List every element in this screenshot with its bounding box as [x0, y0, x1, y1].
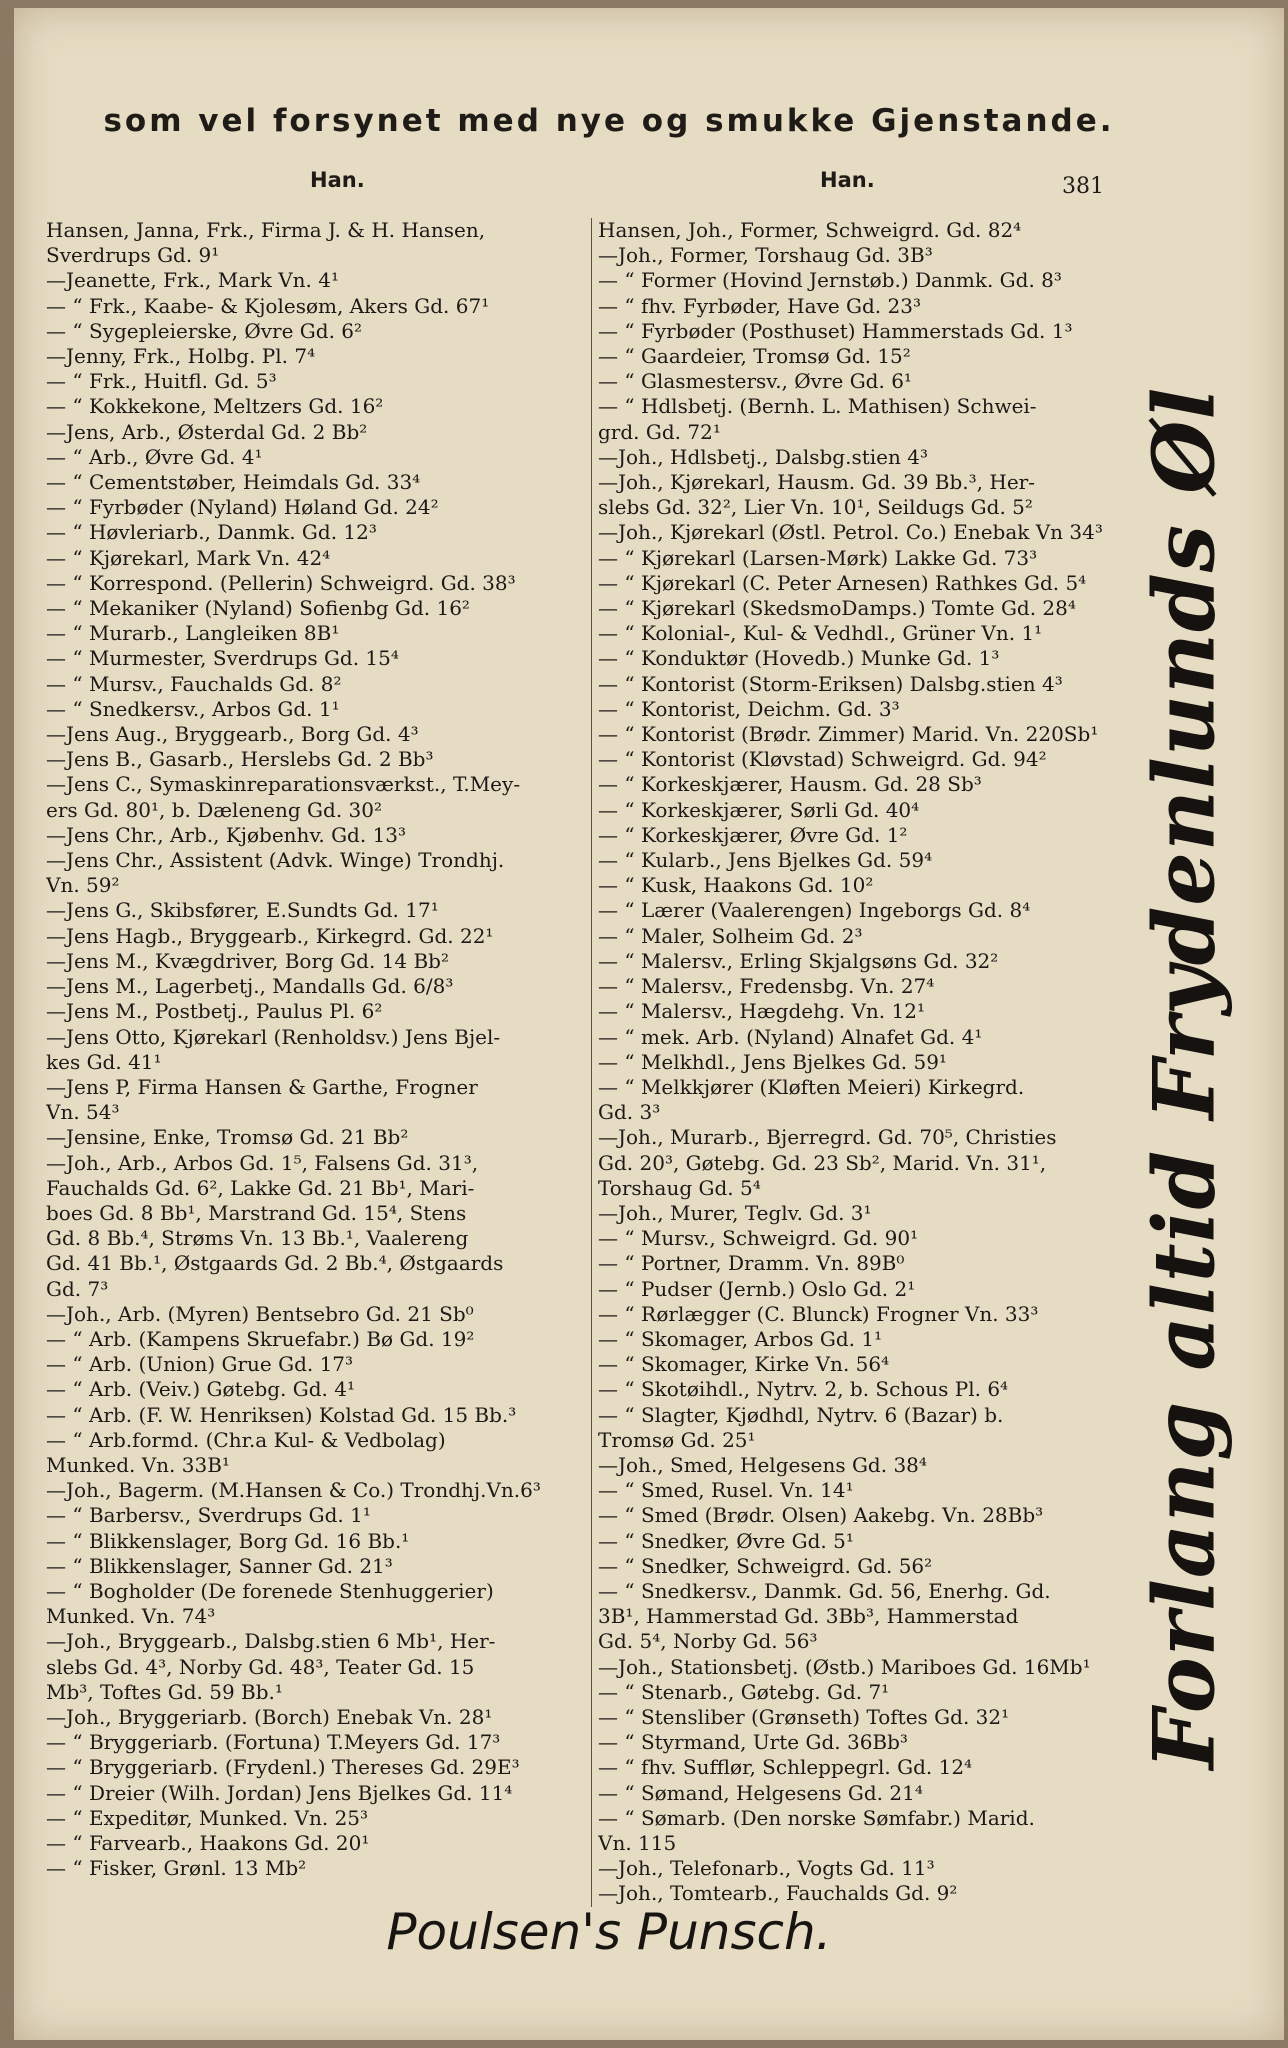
directory-entry-line: — “ Fyrbøder (Nyland) Høland Gd. 24²: [46, 495, 439, 520]
directory-entry-line: — “ Korkeskjærer, Øvre Gd. 1²: [598, 822, 908, 847]
directory-entry-line: — “ Skotøihdl., Nytrv. 2, b. Schous Pl. 6⁴: [598, 1377, 1009, 1402]
directory-entry-line: — “ Stenarb., Gøtebg. Gd. 7¹: [598, 1679, 890, 1704]
directory-entry-line: Tromsø Gd. 25¹: [598, 1427, 756, 1452]
directory-entry-line: Torshaug Gd. 5⁴: [598, 1175, 761, 1200]
directory-entry-line: grd. Gd. 72¹: [598, 419, 721, 444]
directory-entry-line: — “ Former (Hovind Jernstøb.) Danmk. Gd. 8³: [598, 268, 1062, 293]
directory-entry-line: — “ Snedkersv., Danmk. Gd. 56, Enerhg. Gd.: [598, 1578, 1051, 1603]
directory-entry-line: — “ Blikkenslager, Sanner Gd. 21³: [46, 1553, 393, 1578]
directory-entry-line: — “ fhv. Fyrbøder, Have Gd. 23³: [598, 293, 921, 318]
directory-entry-line: — “ Snedker, Øvre Gd. 5¹: [598, 1528, 854, 1553]
directory-entry-line: —Joh., Murer, Teglv. Gd. 3¹: [598, 1200, 872, 1225]
directory-entry-line: — “ Styrmand, Urte Gd. 36Bb³: [598, 1730, 908, 1755]
directory-entry-line: — “ Barbersv., Sverdrups Gd. 1¹: [46, 1503, 371, 1528]
directory-entry-line: — “ Arb. (F. W. Henriksen) Kolstad Gd. 15 Bb.³: [46, 1402, 517, 1427]
directory-entry-line: —Joh., Arb., Arbos Gd. 1⁵, Falsens Gd. 31³,: [46, 1150, 479, 1175]
directory-entry-line: —Joh., Arb. (Myren) Bentsebro Gd. 21 Sb⁰: [46, 1301, 474, 1326]
directory-entry-line: — “ Fisker, Grønl. 13 Mb²: [46, 1856, 307, 1881]
directory-entry-line: — “ fhv. Sufflør, Schleppegrl. Gd. 12⁴: [598, 1755, 973, 1780]
directory-entry-line: Gd. 3³: [598, 1100, 661, 1125]
directory-entry-line: — “ Kularb., Jens Bjelkes Gd. 59⁴: [598, 848, 933, 873]
directory-entry-line: Gd. 8 Bb.⁴, Strøms Vn. 13 Bb.¹, Vaalereng: [46, 1226, 469, 1251]
directory-entry-line: —Jens G., Skibsfører, E.Sundts Gd. 17¹: [46, 898, 439, 923]
directory-entry-line: — “ Gaardeier, Tromsø Gd. 15²: [598, 344, 911, 369]
directory-entry-line: —Jens M., Kvægdriver, Borg Gd. 14 Bb²: [46, 948, 449, 973]
directory-entry-line: — “ Mursv., Fauchalds Gd. 8²: [46, 671, 342, 696]
directory-entry-line: — “ Kjørekarl, Mark Vn. 42⁴: [46, 545, 331, 570]
directory-entry-line: — “ Bryggeriarb. (Frydenl.) Thereses Gd. 29E³: [46, 1755, 520, 1780]
directory-entry-line: — “ Kolonial-, Kul- & Vedhdl., Grüner Vn. 1¹: [598, 621, 1043, 646]
directory-entry-line: Hansen, Joh., Former, Schweigrd. Gd. 82⁴: [598, 218, 1022, 242]
directory-entry-line: —Joh., Smed, Helgesens Gd. 38⁴: [598, 1452, 927, 1477]
directory-entry-line: —Joh., Kjørekarl (Østl. Petrol. Co.) Enebak Vn 34³: [598, 520, 1103, 545]
directory-entry-line: —Jens Chr., Assistent (Advk. Winge) Trondhj.: [46, 848, 505, 873]
bottom-advertisement: Poulsen's Punsch.: [386, 1903, 832, 1961]
directory-entry-line: —Jens Otto, Kjørekarl (Renholdsv.) Jens Bjel-: [46, 1024, 501, 1049]
directory-entry-line: — “ Korkeskjærer, Sørli Gd. 40⁴: [598, 797, 920, 822]
directory-entry-line: — “ Lærer (Vaalerengen) Ingeborgs Gd. 8⁴: [598, 898, 1031, 923]
directory-entry-line: —Jens C., Symaskinreparationsværkst., T.Mey-: [46, 772, 521, 797]
directory-entry-line: — “ Melkkjører (Kløften Meieri) Kirkegrd.: [598, 1074, 1025, 1099]
directory-entry-line: —Jenny, Frk., Holbg. Pl. 7⁴: [46, 344, 316, 369]
directory-entry-line: Sverdrups Gd. 9¹: [46, 243, 220, 268]
directory-entry-line: — “ Korkeskjærer, Hausm. Gd. 28 Sb³: [598, 772, 982, 797]
directory-entry-line: — “ Stensliber (Grønseth) Toftes Gd. 32¹: [598, 1704, 1010, 1729]
directory-entry-line: —Jens M., Lagerbetj., Mandalls Gd. 6/8³: [46, 974, 454, 999]
directory-entry-line: — “ Kjørekarl (Larsen-Mørk) Lakke Gd. 73³: [598, 545, 1038, 570]
directory-entry-line: — “ Snedkersv., Arbos Gd. 1¹: [46, 696, 340, 721]
directory-entry-line: Vn. 115: [598, 1831, 677, 1855]
directory-entry-line: Mb³, Toftes Gd. 59 Bb.¹: [46, 1679, 283, 1704]
directory-entry-line: — “ Sømand, Helgesens Gd. 21⁴: [598, 1780, 923, 1805]
directory-entry-line: —Joh., Telefonarb., Vogts Gd. 11³: [598, 1856, 935, 1881]
directory-entry-line: —Jens Aug., Bryggearb., Borg Gd. 4³: [46, 722, 419, 747]
directory-entry-line: — “ Fyrbøder (Posthuset) Hammerstads Gd. 1³: [598, 318, 1073, 343]
directory-entry-line: —Joh., Former, Torshaug Gd. 3B³: [598, 243, 933, 268]
directory-entry-line: — “ Dreier (Wilh. Jordan) Jens Bjelkes Gd. 11⁴: [46, 1780, 513, 1805]
directory-entry-line: — “ Mursv., Schweigrd. Gd. 90¹: [598, 1226, 919, 1251]
top-banner-ad: som vel forsynet med nye og smukke Gjenstande.: [103, 103, 1115, 139]
directory-entry-line: — “ Mekaniker (Nyland) Sofienbg Gd. 16²: [46, 596, 470, 621]
directory-entry-line: —Joh., Hdlsbetj., Dalsbg.stien 4³: [598, 444, 928, 469]
directory-entry-line: — “ Slagter, Kjødhdl, Nytrv. 6 (Bazar) b.: [598, 1402, 1004, 1427]
directory-entry-line: Gd. 41 Bb.¹, Østgaards Gd. 2 Bb.⁴, Østgaards: [46, 1251, 504, 1276]
directory-entry-line: — “ Blikkenslager, Borg Gd. 16 Bb.¹: [46, 1528, 410, 1553]
directory-entry-line: Munked. Vn. 33B¹: [46, 1452, 230, 1477]
directory-entry-line: —Jensine, Enke, Tromsø Gd. 21 Bb²: [46, 1125, 409, 1150]
directory-entry-line: —Joh., Bagerm. (M.Hansen & Co.) Trondhj.Vn.6³: [46, 1478, 541, 1503]
directory-entry-line: Hansen, Janna, Frk., Firma J. & H. Hansen,: [46, 218, 486, 242]
directory-entry-line: — “ Frk., Kaabe- & Kjolesøm, Akers Gd. 67¹: [46, 293, 490, 318]
directory-entry-line: — “ Kontorist (Kløvstad) Schweigrd. Gd. 94²: [598, 747, 1047, 772]
directory-entry-line: —Joh., Kjørekarl, Hausm. Gd. 39 Bb.³, Her-: [598, 470, 1035, 495]
page-number: 381: [1062, 174, 1104, 199]
directory-entry-line: — “ Kusk, Haakons Gd. 10²: [598, 873, 874, 898]
directory-entry-line: — “ Arb. (Veiv.) Gøtebg. Gd. 4¹: [46, 1377, 355, 1402]
directory-entry-line: ers Gd. 80¹, b. Dæleneng Gd. 30²: [46, 797, 382, 822]
directory-entry-line: — “ Portner, Dramm. Vn. 89B⁰: [598, 1251, 905, 1276]
directory-entry-line: —Joh., Stationsbetj. (Østb.) Mariboes Gd. 16Mb¹: [598, 1654, 1091, 1679]
directory-entry-line: —Jeanette, Frk., Mark Vn. 4¹: [46, 268, 339, 293]
right-column: [591, 218, 1120, 1907]
directory-entry-line: — “ Korrespond. (Pellerin) Schweigrd. Gd. 38³: [46, 570, 516, 595]
directory-entry-line: — “ Murarb., Langleiken 8B¹: [46, 621, 340, 646]
directory-entry-line: — “ Skomager, Kirke Vn. 56⁴: [598, 1352, 890, 1377]
directory-entry-line: — “ Arb. (Kampens Skruefabr.) Bø Gd. 19²: [46, 1326, 475, 1351]
directory-entry-line: kes Gd. 41¹: [46, 1049, 162, 1074]
directory-entry-line: Gd. 20³, Gøtebg. Gd. 23 Sb², Marid. Vn. 31¹,: [598, 1150, 1047, 1175]
directory-entry-line: — “ Skomager, Arbos Gd. 1¹: [598, 1326, 883, 1351]
side-advertisement: [1119, 386, 1249, 1770]
directory-entry-line: — “ Malersv., Erling Skjalgsøns Gd. 32²: [598, 948, 999, 973]
side-ad-text: Forlang altid Frydenlunds Øl: [1134, 386, 1234, 1770]
directory-entry-line: —Joh., Murarb., Bjerregrd. Gd. 70⁵, Christies: [598, 1125, 1057, 1150]
directory-entry-line: —Jens B., Gasarb., Herslebs Gd. 2 Bb³: [46, 747, 434, 772]
directory-entry-line: — “ Arb. (Union) Grue Gd. 17³: [46, 1352, 354, 1377]
directory-entry-line: — “ Kontorist (Brødr. Zimmer) Marid. Vn. 220Sb¹: [598, 722, 1099, 747]
directory-entry-line: — “ Farvearb., Haakons Gd. 20¹: [46, 1831, 370, 1855]
directory-entry-line: — “ Snedker, Schweigrd. Gd. 56²: [598, 1553, 933, 1578]
directory-entry-line: — “ Maler, Solheim Gd. 2³: [598, 923, 863, 948]
directory-entry-line: Fauchalds Gd. 6², Lakke Gd. 21 Bb¹, Mari-: [46, 1175, 475, 1200]
directory-entry-line: Vn. 54³: [46, 1100, 120, 1125]
directory-entry-line: —Joh., Bryggeriarb. (Borch) Enebak Vn. 28¹: [46, 1704, 493, 1729]
directory-entry-line: — “ Pudser (Jernb.) Oslo Gd. 2¹: [598, 1276, 916, 1301]
directory-entry-line: — “ Melkhdl., Jens Bjelkes Gd. 59¹: [598, 1049, 947, 1074]
directory-entry-line: — “ Murmester, Sverdrups Gd. 15⁴: [46, 646, 399, 671]
directory-entry-line: Gd. 7³: [46, 1276, 109, 1301]
directory-entry-line: — “ Sømarb. (Den norske Sømfabr.) Marid.: [598, 1805, 1035, 1830]
directory-entry-line: —Joh., Bryggearb., Dalsbg.stien 6 Mb¹, Her-: [46, 1629, 496, 1654]
directory-entry-line: Munked. Vn. 74³: [46, 1604, 216, 1629]
directory-entry-line: — “ mek. Arb. (Nyland) Alnafet Gd. 4¹: [598, 1024, 983, 1049]
directory-entry-line: — “ Rørlægger (C. Blunck) Frogner Vn. 33³: [598, 1301, 1039, 1326]
directory-entry-line: — “ Sygepleierske, Øvre Gd. 6²: [46, 318, 363, 343]
left-column-heading: Han.: [310, 168, 365, 192]
right-column-heading: Han.: [820, 168, 875, 192]
directory-entry-line: —Jens P, Firma Hansen & Garthe, Frogner: [46, 1074, 478, 1099]
directory-entry-line: — “ Expeditør, Munked. Vn. 25³: [46, 1805, 369, 1830]
directory-entry-line: — “ Frk., Huitfl. Gd. 5³: [46, 369, 277, 394]
directory-entry-line: — “ Kokkekone, Meltzers Gd. 16²: [46, 394, 384, 419]
directory-entry-line: slebs Gd. 32², Lier Vn. 10¹, Seildugs Gd. 5²: [598, 495, 1033, 520]
directory-entry-line: — “ Glasmestersv., Øvre Gd. 6¹: [598, 369, 912, 394]
directory-entry-line: — “ Kontorist (Storm-Eriksen) Dalsbg.stien 4³: [598, 671, 1063, 696]
directory-entry-line: — “ Bogholder (De forenede Stenhuggerier): [46, 1578, 494, 1603]
directory-entry-line: — “ Høvleriarb., Danmk. Gd. 12³: [46, 520, 377, 545]
directory-entry-line: — “ Kontorist, Deichm. Gd. 3³: [598, 696, 900, 721]
directory-entry-line: Vn. 59²: [46, 873, 120, 898]
directory-entry-line: —Jens, Arb., Østerdal Gd. 2 Bb²: [46, 419, 368, 444]
directory-page: [14, 8, 1284, 2040]
directory-entry-line: — “ Kjørekarl (SkedsmoDamps.) Tomte Gd. 28⁴: [598, 596, 1076, 621]
directory-entry-line: Gd. 5⁴, Norby Gd. 56³: [598, 1629, 818, 1654]
directory-entry-line: —Joh., Tomtearb., Fauchalds Gd. 9²: [598, 1881, 958, 1906]
directory-entry-line: — “ Malersv., Hægdehg. Vn. 12¹: [598, 999, 925, 1024]
directory-entry-line: — “ Konduktør (Hovedb.) Munke Gd. 1³: [598, 646, 1000, 671]
directory-entry-line: — “ Smed (Brødr. Olsen) Aakebg. Vn. 28Bb³: [598, 1503, 1044, 1528]
directory-entry-line: — “ Cementstøber, Heimdals Gd. 33⁴: [46, 470, 421, 495]
directory-entry-line: — “ Smed, Rusel. Vn. 14¹: [598, 1478, 854, 1503]
directory-entry-line: — “ Arb.formd. (Chr.a Kul- & Vedbolag): [46, 1427, 446, 1452]
directory-entry-line: —Jens M., Postbetj., Paulus Pl. 6²: [46, 999, 383, 1024]
directory-entry-line: — “ Arb., Øvre Gd. 4¹: [46, 444, 263, 469]
directory-entry-line: — “ Bryggeriarb. (Fortuna) T.Meyers Gd. 17³: [46, 1730, 501, 1755]
directory-entry-line: 3B¹, Hammerstad Gd. 3Bb³, Hammerstad: [598, 1604, 1019, 1629]
directory-entry-line: — “ Hdlsbetj. (Bernh. L. Mathisen) Schwei-: [598, 394, 1037, 419]
directory-entry-line: — “ Malersv., Fredensbg. Vn. 27⁴: [598, 974, 935, 999]
directory-entry-line: — “ Kjørekarl (C. Peter Arnesen) Rathkes Gd. 5⁴: [598, 570, 1087, 595]
directory-entry-line: —Jens Hagb., Bryggearb., Kirkegrd. Gd. 22¹: [46, 923, 494, 948]
left-column: [46, 218, 580, 1881]
directory-entry-line: boes Gd. 8 Bb¹, Marstrand Gd. 15⁴, Stens: [46, 1200, 467, 1225]
directory-entry-line: —Jens Chr., Arb., Kjøbenhv. Gd. 13³: [46, 822, 407, 847]
directory-entry-line: slebs Gd. 4³, Norby Gd. 48³, Teater Gd. 15: [46, 1654, 475, 1679]
